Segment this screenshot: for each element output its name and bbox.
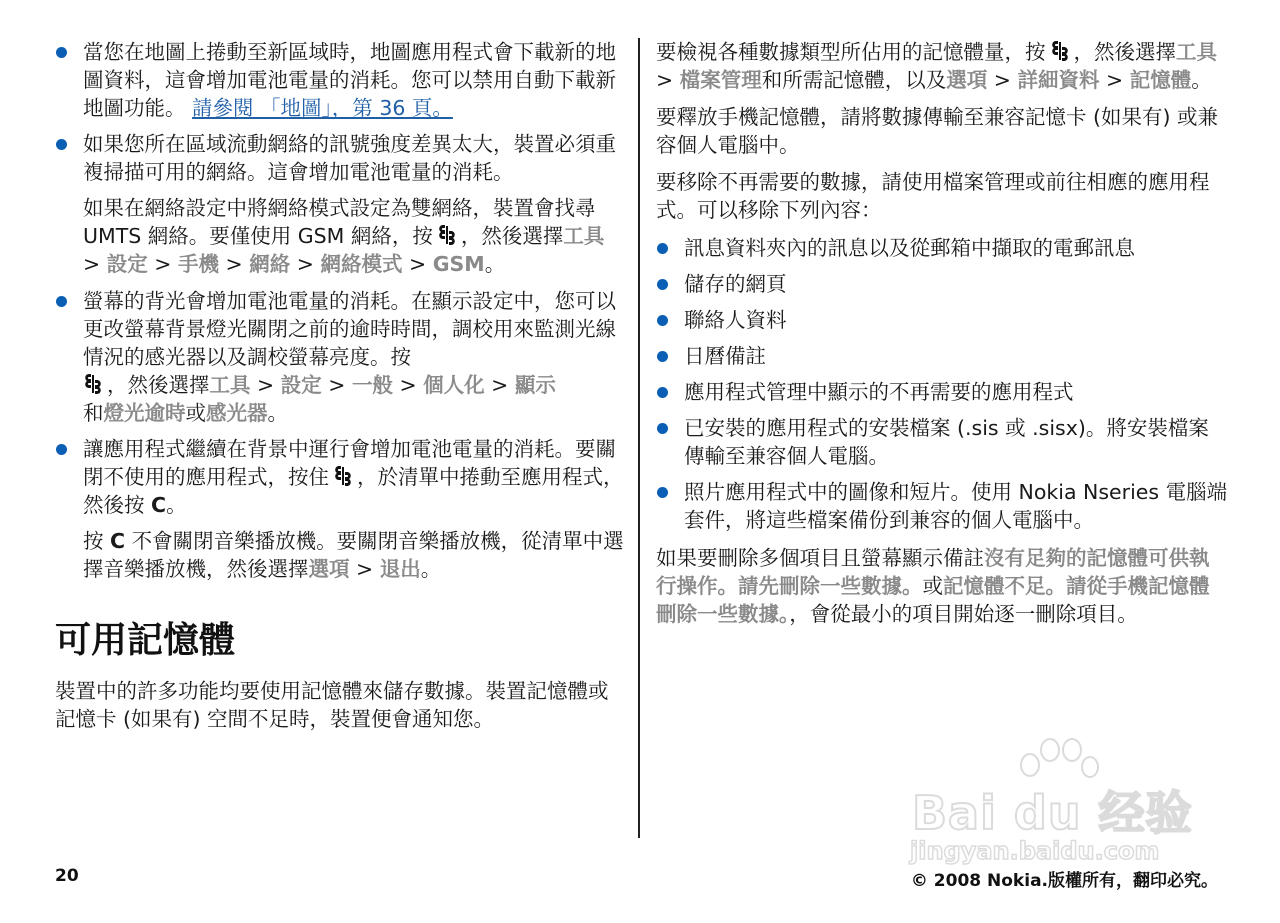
separator: > xyxy=(409,252,427,276)
separator: > xyxy=(296,252,314,276)
separator: > xyxy=(1106,68,1124,92)
c-key: C xyxy=(151,493,167,517)
music-player-paragraph xyxy=(83,527,625,583)
right-column xyxy=(656,38,1228,637)
remove-data-paragraph: 要移除不再需要的數據，請使用檔案管理或前往相應的應用程式。可以移除下列內容： xyxy=(656,170,1210,222)
text: ，然後選擇 xyxy=(1073,40,1176,64)
text: 和 xyxy=(83,401,104,425)
item-text: 已安裝的應用程式的安裝檔案 (.sis 或 .sisx)。將安裝檔案傳輸至兼容個人電腦。 xyxy=(684,416,1209,468)
text: 和所需記憶體，以及 xyxy=(761,68,947,92)
tips-list-2 xyxy=(55,287,625,519)
list-item xyxy=(656,378,1228,406)
separator: > xyxy=(993,68,1011,92)
menu-path-phone: 手機 xyxy=(177,252,219,276)
bullet-icon xyxy=(657,387,668,398)
list-item xyxy=(55,130,625,186)
map-page-link[interactable]: 請參閱 「地圖」，第 36 頁。 xyxy=(192,96,453,120)
bullet-icon xyxy=(56,139,67,150)
text: 如果在網絡設定中將網絡模式設定為雙網絡，裝置會找尋 UMTS 網絡。要僅使用 GSM 網絡，按 xyxy=(83,196,596,248)
text: 。 xyxy=(420,557,442,581)
option-light-sensor: 感光器 xyxy=(206,401,268,425)
list-item xyxy=(656,478,1228,534)
item-text: 當您在地圖上捲動至新區域時，地圖應用程式會下載新的地圖資料，這會增加電池電量的消耗。您可以禁用自動下載新地圖功能。 xyxy=(83,40,616,120)
item-text: 螢幕的背光會增加電池電量的消耗。在顯示設定中，您可以更改螢幕背景燈光關閉之前的逾時時間，調校用來監測光線情況的感光器以及調校螢幕亮度。按 xyxy=(83,289,616,369)
menu-path-general: 一般 xyxy=(351,373,393,397)
menu-path-options: 選項 xyxy=(946,68,988,92)
menu-path-tools: 工具 xyxy=(563,224,605,248)
view-memory-paragraph xyxy=(656,38,1228,94)
item-text: 儲存的網頁 xyxy=(684,272,787,296)
separator: > xyxy=(225,252,243,276)
watermark-url: jingyan.baidu.com xyxy=(910,837,1160,865)
item-text: 聯絡人資料 xyxy=(684,308,787,332)
watermark-logo: Bai du 经验 xyxy=(912,786,1193,840)
menu-path-memory: 記憶體 xyxy=(1129,68,1192,92)
delete-items-paragraph xyxy=(656,544,1228,628)
item-text: 如果您所在區域流動網絡的訊號強度差異太大，裝置必須重複掃描可用的網絡。這會增加電池電量的消耗。 xyxy=(83,132,616,184)
text: 如果要刪除多個項目且螢幕顯示備註 xyxy=(656,546,984,570)
item-text: 讓應用程式繼續在背景中運行會增加電池電量的消耗。要關閉不使用的應用程式，按住 xyxy=(83,437,616,489)
note-not-enough-memory: 沒有足夠的記憶體可供執行操作。請先刪除一些數據。 xyxy=(656,546,1210,598)
c-key: C xyxy=(110,529,126,553)
separator: > xyxy=(656,68,674,92)
baidu-watermark xyxy=(900,735,1210,875)
text: ，然後選擇 xyxy=(460,224,564,248)
bullet-icon xyxy=(657,351,668,362)
separator: > xyxy=(83,252,101,276)
menu-path-details: 詳細資料 xyxy=(1017,68,1100,92)
menu-key-icon xyxy=(83,372,103,396)
list-item xyxy=(656,270,1228,298)
option-exit: 退出 xyxy=(379,557,421,581)
page-number: 20 xyxy=(55,866,79,886)
text: 或 xyxy=(185,401,206,425)
column-divider xyxy=(638,38,640,838)
bullet-icon xyxy=(56,47,67,58)
list-item xyxy=(656,342,1228,370)
item-text: 訊息資料夾內的訊息以及從郵箱中擷取的電郵訊息 xyxy=(684,236,1135,260)
tips-list xyxy=(55,38,625,186)
text: ，會從最小的項目開始逐一刪除項目。 xyxy=(789,602,1138,626)
menu-path-tools: 工具 xyxy=(1176,40,1217,64)
menu-path-file-manager: 檔案管理 xyxy=(679,68,762,92)
list-item xyxy=(55,435,625,519)
menu-path-network: 網絡 xyxy=(249,252,291,276)
text: 不會關閉音樂播放機。要關閉音樂播放機，從清單中選擇音樂播放機，然後選擇 xyxy=(83,529,624,581)
text: ，於清單中捲動至應用程式，然後按 xyxy=(83,465,624,517)
menu-path-tools: 工具 xyxy=(209,373,251,397)
menu-path-gsm: GSM xyxy=(432,252,485,276)
text: 要檢視各種數據類型所佔用的記憶體量，按 xyxy=(656,40,1046,64)
separator: > xyxy=(356,557,374,581)
text: 。 xyxy=(484,252,506,276)
free-memory-paragraph: 要釋放手機記憶體，請將數據傳輸至兼容記憶卡 (如果有) 或兼容個人電腦中。 xyxy=(656,105,1219,157)
separator: > xyxy=(154,252,172,276)
menu-key-icon xyxy=(333,464,353,488)
text: 。 xyxy=(1191,68,1212,92)
section-heading: 可用記憶體 xyxy=(55,620,236,661)
network-mode-paragraph xyxy=(83,194,625,278)
text: 。 xyxy=(267,401,288,425)
menu-path-personalization: 個人化 xyxy=(423,373,485,397)
menu-key-icon xyxy=(1050,39,1070,63)
text: ，然後選擇 xyxy=(107,373,210,397)
option-options: 選項 xyxy=(308,557,350,581)
copyright: © 2008 Nokia.版權所有，翻印必究。 xyxy=(910,871,1218,891)
bullet-icon xyxy=(56,296,67,307)
removable-items-list xyxy=(656,234,1228,534)
note-memory-low: 記憶體不足。請從手機記憶體刪除一些數據。 xyxy=(656,574,1210,626)
text: 或 xyxy=(922,574,943,598)
bullet-icon xyxy=(657,243,668,254)
menu-path-settings: 設定 xyxy=(280,373,322,397)
menu-key-icon xyxy=(437,223,457,247)
menu-path-network-mode: 網絡模式 xyxy=(320,252,403,276)
menu-path-settings: 設定 xyxy=(106,252,148,276)
list-item xyxy=(656,306,1228,334)
list-item xyxy=(55,38,625,122)
bullet-icon xyxy=(56,444,67,455)
list-item xyxy=(656,234,1228,262)
menu-path-display: 顯示 xyxy=(514,373,556,397)
item-text: 應用程式管理中顯示的不再需要的應用程式 xyxy=(684,380,1074,404)
list-item: 螢幕的背光會增加電池電量的消耗。在顯示設定中，您可以更改螢幕背景燈光關閉之前的逾時時間，調校用來監測光線情況的感光器以及調校螢幕亮度。按 ，然後選擇工具 > 設定 > 一般 > 個人化 > 顯示 和燈光逾時或感光器。 xyxy=(55,287,625,427)
text: 。 xyxy=(166,493,187,517)
bullet-icon xyxy=(657,315,668,326)
left-column xyxy=(55,38,625,742)
list-item xyxy=(656,414,1228,470)
item-text: 照片應用程式中的圖像和短片。使用 Nokia Nseries 電腦端套件，將這些檔案備份到兼容的個人電腦中。 xyxy=(684,480,1228,532)
bullet-icon xyxy=(657,423,668,434)
item-text: 日曆備註 xyxy=(684,344,766,368)
text: 按 xyxy=(83,529,104,553)
memory-paragraph: 裝置中的許多功能均要使用記憶體來儲存數據。裝置記憶體或記憶卡 (如果有) 空間不足時，裝置便會通知您。 xyxy=(55,679,609,731)
bullet-icon xyxy=(657,279,668,290)
bullet-icon xyxy=(657,487,668,498)
option-light-timeout: 燈光逾時 xyxy=(103,401,186,425)
